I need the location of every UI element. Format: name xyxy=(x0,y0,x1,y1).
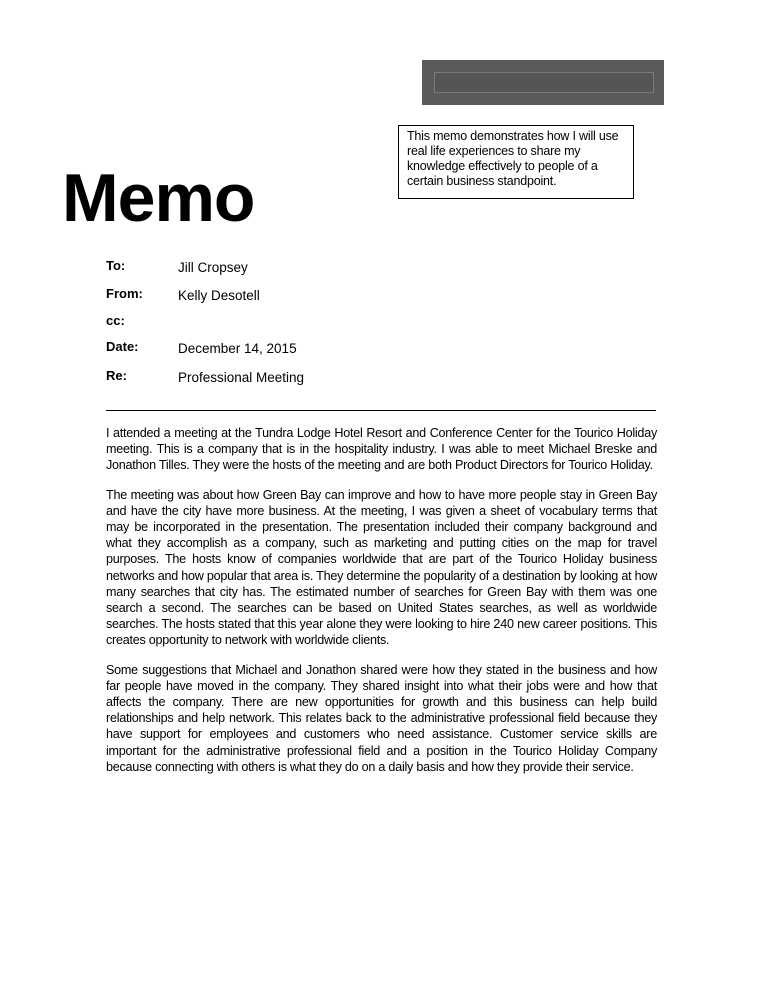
body-paragraph: I attended a meeting at the Tundra Lodge Hotel Resort and Conference Center for the Tourico Holiday meeting. This is a company that is in the hospitality industry. I was able to meet Michael Breske and Jonathon Tilles. They were the hosts of the meeting and are both Product Directors for Tourico Holiday. xyxy=(106,426,657,473)
from-value: Kelly Desotell xyxy=(178,288,260,303)
re-value: Professional Meeting xyxy=(178,370,305,385)
callout-box: This memo demonstrates how I will use real life experiences to share my knowledge effectively to people of a certain business standpoint. xyxy=(398,125,634,199)
memo-title: Memo xyxy=(62,160,255,236)
header-divider xyxy=(106,410,656,411)
body-paragraph: Some suggestions that Michael and Jonathon shared were how they stated in the business and how far people have moved in the company. They shared insight into what their jobs were and how that affects the company. There are new opportunities for growth and this business can help build relationships and help network. This relates back to the administrative professional field because they have support for employees and customers who need assistance. Customer service skills are important for the administrative professional field and a position in the Tourico Holiday Company because connecting with others is what they do on a daily basis and how they provide their service. xyxy=(106,662,657,774)
header-banner xyxy=(422,60,664,105)
re-label: Re: xyxy=(106,368,127,383)
memo-body xyxy=(106,425,657,788)
to-value: Jill Cropsey xyxy=(178,260,248,275)
to-label: To: xyxy=(106,258,126,273)
body-paragraph: The meeting was about how Green Bay can improve and how to have more people stay in Green Bay and have the city have more business. At the meeting, I was given a sheet of vocabulary terms that may be incorporated in the presentation. The presentation included their company background and what they accomplish as a company, such as marketing and putting cities on the map for travel purposes. The hosts know of companies worldwide that are part of the Tourico Holiday business networks and how popular that area is. They determine the popularity of a destination by looking at how many searches that city has. The estimated number of searches for Green Bay with them was one search a second. The searches can be based on United States searches, as well as worldwide searches. The hosts stated that this year alone they were looking to hire 240 new career positions. This creates opportunity to network with worldwide clients. xyxy=(106,487,657,648)
cc-label: cc: xyxy=(106,313,125,328)
date-value: December 14, 2015 xyxy=(178,341,297,356)
date-label: Date: xyxy=(106,339,139,354)
header-banner-inner xyxy=(434,72,654,93)
from-label: From: xyxy=(106,286,143,301)
